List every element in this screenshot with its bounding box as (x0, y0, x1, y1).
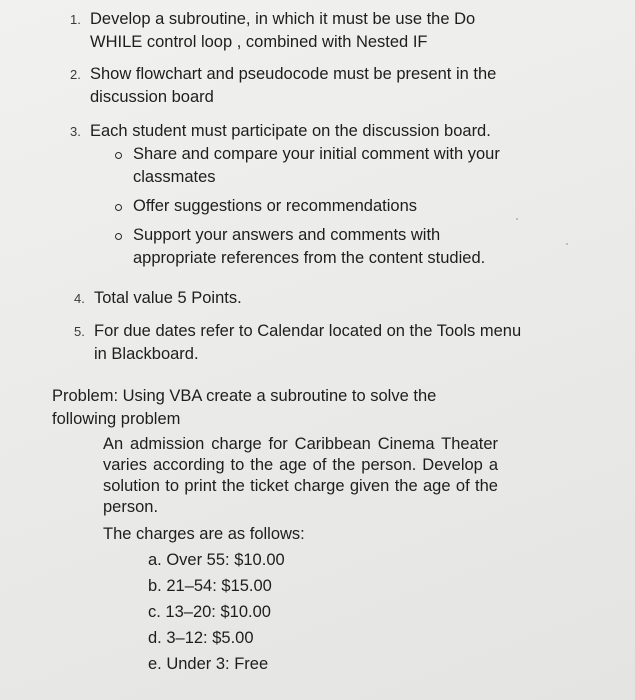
bullet-icon (115, 152, 122, 159)
charge-item: d. 3–12: $5.00 (148, 629, 254, 647)
list-number: 1. (70, 12, 81, 27)
paper-speck (516, 218, 518, 220)
paper-speck (566, 243, 568, 245)
list-item-text: Total value 5 Points. (94, 289, 242, 307)
list-item-text: Each student must participate on the discussion board. (90, 122, 491, 140)
sub-bullet-text: Offer suggestions or recommendations (133, 197, 418, 215)
charge-item: a. Over 55: $10.00 (148, 551, 285, 569)
charge-item: c. 13–20: $10.00 (148, 603, 271, 621)
problem-scenario: An admission charge for Caribbean Cinema Theater varies according to the age of the person. Develop a solution to print the ticket charge given the age of the person. (103, 435, 498, 516)
list-item-5 (74, 320, 524, 366)
charge-item: b. 21–54: $15.00 (148, 577, 272, 595)
bullet-icon (115, 204, 122, 211)
sub-bullet-list (115, 143, 515, 276)
sub-bullet-text: Support your answers and comments with appropriate references from the content studied. (133, 226, 486, 267)
charge-item: e. Under 3: Free (148, 655, 269, 673)
bullet-icon (115, 233, 122, 240)
list-item-text: For due dates refer to Calendar located on the Tools menu in Blackboard. (94, 322, 522, 363)
list-item-3 (70, 120, 520, 143)
sub-bullet-item (115, 195, 515, 218)
sub-bullet-text: Share and compare your initial comment with your classmates (133, 145, 500, 186)
list-number: 5. (74, 324, 85, 339)
charges-intro: The charges are as follows: (103, 525, 305, 543)
sub-bullet-item (115, 224, 515, 270)
list-item-text: Show flowchart and pseudocode must be present in the discussion board (90, 65, 497, 106)
list-item-text: Develop a subroutine, in which it must be use the Do WHILE control loop , combined with Nested IF (90, 10, 476, 51)
sub-bullet-item (115, 143, 515, 189)
list-number: 2. (70, 67, 81, 82)
list-number: 4. (74, 291, 85, 306)
list-item-2 (70, 63, 520, 109)
list-number: 3. (70, 124, 81, 139)
list-item-1 (70, 8, 520, 54)
charges-list (148, 547, 448, 677)
problem-heading: Problem: Using VBA create a subroutine to solve the following problem (52, 387, 437, 428)
list-item-4 (74, 287, 524, 310)
